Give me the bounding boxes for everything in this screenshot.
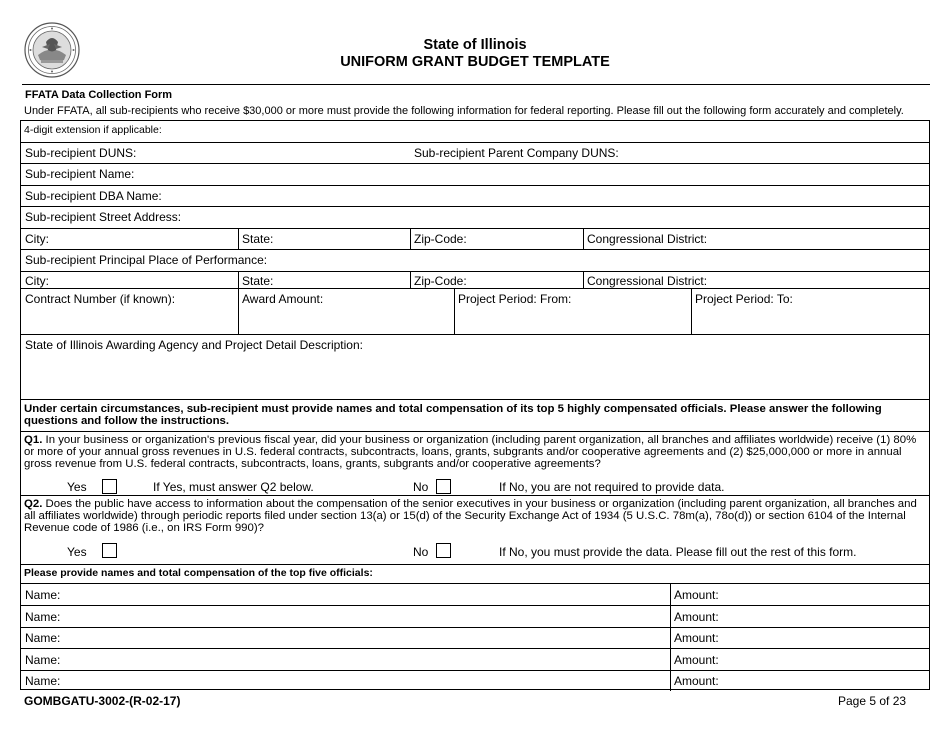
q1-text xyxy=(24,434,923,471)
row-divider xyxy=(21,185,929,186)
state-label[interactable]: State: xyxy=(242,232,274,246)
extension-note: 4-digit extension if applicable: xyxy=(24,124,162,136)
q1-question: In your business or organization's previous fiscal year, did your business or organization (including parent organization, all branches and affiliates worldwide) receive (1) 80% or more of your annual gross revenues in U.S. federal contracts, subcontracts, loans, grants, subgrants and/or cooperative agreements and (2) $25,000,000 or more in annual gross revenue from U.S. federal contracts, subcontracts, loans, grants, subgrants and/or cooperative agreements? xyxy=(24,434,917,471)
perf-state-label[interactable]: State: xyxy=(242,274,274,288)
form-title: FFATA Data Collection Form xyxy=(25,89,173,101)
zip-label[interactable]: Zip-Code: xyxy=(414,232,467,246)
officials-header: Please provide names and total compensation of the top five officials: xyxy=(24,567,373,579)
official-name-label[interactable]: Name: xyxy=(25,653,61,667)
row-divider xyxy=(21,648,929,649)
row-divider xyxy=(21,431,929,432)
official-name-label[interactable]: Name: xyxy=(25,588,61,602)
duns-label[interactable]: Sub-recipient DUNS: xyxy=(25,146,137,160)
dba-name-label[interactable]: Sub-recipient DBA Name: xyxy=(25,189,162,203)
page-number: Page 5 of 23 xyxy=(838,694,907,708)
q2-label: Q2. xyxy=(24,498,43,510)
row-divider xyxy=(21,271,929,272)
row-divider xyxy=(21,206,929,207)
city-label[interactable]: City: xyxy=(25,232,49,246)
row-divider xyxy=(21,142,929,143)
award-amount-label[interactable]: Award Amount: xyxy=(242,292,324,306)
col-divider xyxy=(583,271,584,288)
q1-yes-label: Yes xyxy=(67,480,87,494)
col-divider xyxy=(238,271,239,334)
official-amount-label[interactable]: Amount: xyxy=(674,631,719,645)
q1-label: Q1. xyxy=(24,434,43,446)
place-of-performance-label: Sub-recipient Principal Place of Performance: xyxy=(25,253,268,267)
row-divider xyxy=(21,163,929,164)
q1-no-checkbox[interactable] xyxy=(436,479,451,494)
compensation-intro: Under certain circumstances, sub-recipient must provide names and total compensation of its top 5 highly compensated officials. Please answer the following questions and follow the instructions. xyxy=(24,403,882,428)
row-divider xyxy=(21,583,929,584)
official-amount-label[interactable]: Amount: xyxy=(674,610,719,624)
q2-question: Does the public have access to information about the compensation of the senior executives in your business or organization (including parent organization, all branches and all affiliates worldwide) through periodic reports filed under section 13(a) or 15(d) of the Security Exchange Act of 1934 (5 U.S.C. 78m(a), 78o(d)) or section 6104 of the Internal Revenue code of 1986 (i.e., on IRS Form 990)? xyxy=(24,498,917,535)
row-divider xyxy=(21,228,929,229)
col-divider xyxy=(691,288,692,334)
ffata-form xyxy=(20,120,930,690)
street-address-label[interactable]: Sub-recipient Street Address: xyxy=(25,210,182,224)
official-amount-label[interactable]: Amount: xyxy=(674,653,719,667)
row-divider xyxy=(21,670,929,671)
row-divider xyxy=(21,627,929,628)
q2-no-checkbox[interactable] xyxy=(436,543,451,558)
intro-text: Under FFATA, all sub-recipients who receive $30,000 or more must provide the following information for federal reporting. Please fill out the following form accurately and completely. xyxy=(24,105,904,117)
q2-text xyxy=(24,498,923,535)
sub-recipient-name-label[interactable]: Sub-recipient Name: xyxy=(25,167,135,181)
parent-duns-label[interactable]: Sub-recipient Parent Company DUNS: xyxy=(414,146,619,160)
official-amount-label[interactable]: Amount: xyxy=(674,674,719,688)
row-divider xyxy=(21,605,929,606)
col-divider xyxy=(238,228,239,249)
row-divider xyxy=(21,249,929,250)
q1-no-note: If No, you are not required to provide data. xyxy=(499,480,725,494)
q1-yes-note: If Yes, must answer Q2 below. xyxy=(153,480,314,494)
official-name-label[interactable]: Name: xyxy=(25,674,61,688)
q2-yes-checkbox[interactable] xyxy=(102,543,117,558)
row-divider xyxy=(21,288,929,289)
col-divider xyxy=(410,228,411,249)
q2-no-label: No xyxy=(413,545,429,559)
col-divider xyxy=(670,583,671,691)
district-label[interactable]: Congressional District: xyxy=(587,232,708,246)
q2-yes-label: Yes xyxy=(67,545,87,559)
row-divider xyxy=(21,564,929,565)
row-divider xyxy=(21,334,929,335)
header-divider xyxy=(22,84,930,85)
q1-yes-checkbox[interactable] xyxy=(102,479,117,494)
q2-no-note: If No, you must provide the data. Please fill out the rest of this form. xyxy=(499,545,857,559)
col-divider xyxy=(583,228,584,249)
official-name-label[interactable]: Name: xyxy=(25,610,61,624)
row-divider xyxy=(21,495,929,496)
official-name-label[interactable]: Name: xyxy=(25,631,61,645)
perf-district-label[interactable]: Congressional District: xyxy=(587,274,708,288)
perf-city-label[interactable]: City: xyxy=(25,274,49,288)
period-from-label[interactable]: Project Period: From: xyxy=(458,292,572,306)
agency-description-label[interactable]: State of Illinois Awarding Agency and Project Detail Description: xyxy=(25,338,363,352)
state-name: State of Illinois xyxy=(423,37,527,53)
row-divider xyxy=(21,399,929,400)
contract-number-label[interactable]: Contract Number (if known): xyxy=(25,292,176,306)
q1-no-label: No xyxy=(413,480,429,494)
official-amount-label[interactable]: Amount: xyxy=(674,588,719,602)
col-divider xyxy=(454,288,455,334)
col-divider xyxy=(410,271,411,288)
template-title: UNIFORM GRANT BUDGET TEMPLATE xyxy=(340,54,610,70)
form-id: GOMBGATU-3002-(R-02-17) xyxy=(24,694,181,708)
perf-zip-label[interactable]: Zip-Code: xyxy=(414,274,467,288)
period-to-label[interactable]: Project Period: To: xyxy=(695,292,793,306)
